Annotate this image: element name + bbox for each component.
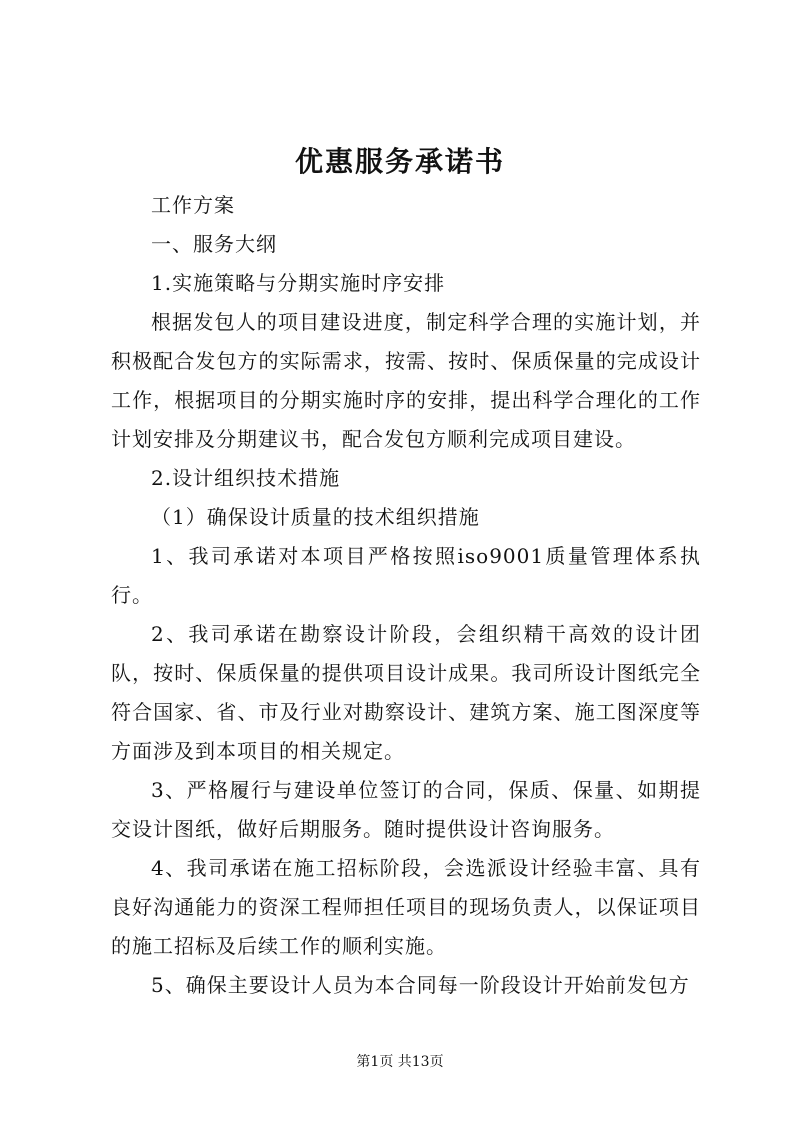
page-footer: 第1页 共13页 xyxy=(356,1054,444,1070)
paragraph-heading-strategy: 1.实施策略与分期实施时序安排 xyxy=(151,271,446,295)
paragraph-item-1: 1、我司承诺对本项目严格按照iso9001质量管理体系执行。 xyxy=(111,544,701,607)
paragraph-heading-quality-measures: （1）确保设计质量的技术组织措施 xyxy=(151,505,480,529)
paragraph-item-4: 4、我司承诺在施工招标阶段，会选派设计经验丰富、具有良好沟通能力的资深工程师担任项目的现场负责人，以保证项目的施工招标及后续工作的顺利实施。 xyxy=(111,856,701,958)
document-body xyxy=(111,186,701,1005)
paragraph-heading-design-measures: 2.设计组织技术措施 xyxy=(151,466,341,490)
paragraph-item-2: 2、我司承诺在勘察设计阶段，会组织精干高效的设计团队，按时、保质保量的提供项目设计成果。我司所设计图纸完全符合国家、省、市及行业对勘察设计、建筑方案、施工图深度等方面涉及到本项目的相关规定。 xyxy=(111,622,701,763)
paragraph-strategy-body: 根据发包人的项目建设进度，制定科学合理的实施计划，并积极配合发包方的实际需求，按需、按时、保质保量的完成设计工作，根据项目的分期实施时序的安排，提出科学合理化的工作计划安排及分期建议书，配合发包方顺利完成项目建设。 xyxy=(111,310,701,451)
document-title: 优惠服务承诺书 xyxy=(294,145,505,178)
paragraph-service-outline: 一、服务大纲 xyxy=(151,232,277,256)
paragraph-work-plan: 工作方案 xyxy=(151,193,235,217)
paragraph-item-3: 3、严格履行与建设单位签订的合同，保质、保量、如期提交设计图纸，做好后期服务。随时提供设计咨询服务。 xyxy=(111,778,701,841)
paragraph-item-5: 5、确保主要设计人员为本合同每一阶段设计开始前发包方 xyxy=(151,973,690,997)
